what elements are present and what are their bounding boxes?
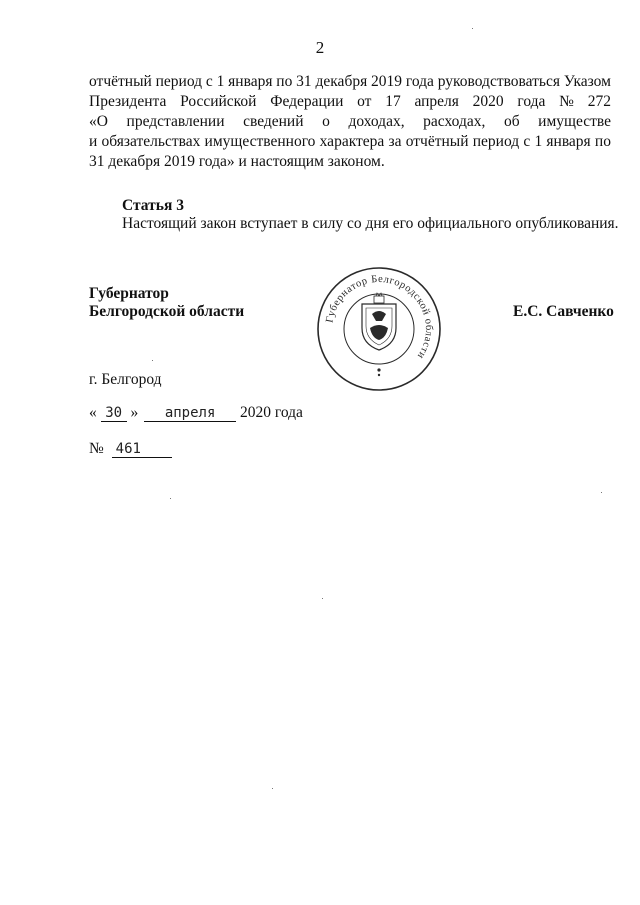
- paragraph-word: Президента: [89, 93, 167, 110]
- seal-dot-icon: [378, 374, 380, 376]
- document-number-line: [89, 440, 172, 458]
- paragraph-word: 2020: [472, 93, 504, 110]
- signature-title-line-1: Губернатор: [89, 285, 169, 302]
- paragraph-word: декабря: [315, 73, 368, 90]
- paragraph-word: доходах,: [348, 113, 405, 130]
- paragraph-word: отчётный: [89, 73, 152, 90]
- paragraph-word: обязательствах: [101, 133, 201, 150]
- seal-text-path: Губернатор Белгородской области: [324, 273, 435, 361]
- scan-speck: [152, 360, 153, 361]
- paragraph-word: Федерации: [270, 93, 344, 110]
- scan-speck: [272, 788, 273, 789]
- paragraph-word: представлении: [126, 113, 225, 130]
- date-line: [89, 404, 303, 422]
- paragraph-word: 17: [385, 93, 401, 110]
- paragraph-word: с: [523, 133, 531, 150]
- scan-speck: [601, 492, 602, 493]
- scan-speck: [322, 598, 323, 599]
- paragraph-word: января: [546, 133, 591, 150]
- paragraph-word: 272: [587, 93, 611, 110]
- date-open-quote: «: [89, 404, 97, 421]
- paragraph-word: №: [559, 93, 574, 110]
- paragraph-word: 2019: [371, 73, 403, 90]
- signature-title: [89, 285, 244, 321]
- coat-of-arms-icon: [362, 293, 396, 350]
- page-number: 2: [315, 38, 325, 57]
- paragraph-continuation: [89, 72, 611, 172]
- paragraph-word: имуществе: [538, 113, 611, 130]
- seal-dot-icon: [377, 368, 380, 371]
- paragraph-word: имущественного: [204, 133, 316, 150]
- signature-title-line-2: Белгородской области: [89, 303, 245, 320]
- paragraph-word: период: [155, 73, 203, 90]
- date-close-quote: »: [130, 404, 139, 421]
- article-body: Настоящий закон вступает в силу со дня его официального опубликования.: [122, 215, 619, 232]
- scan-speck: [472, 28, 473, 29]
- paragraph-word: января: [228, 73, 273, 90]
- paragraph-word: Российской: [180, 93, 257, 110]
- paragraph-word: период: [472, 133, 520, 150]
- number-symbol: №: [89, 440, 104, 457]
- date-year: 2020 года: [240, 404, 303, 421]
- paragraph-word: от: [357, 93, 372, 110]
- article-heading: Статья 3: [122, 197, 184, 214]
- paragraph-word: характера: [319, 133, 385, 150]
- paragraph-word: 1: [216, 73, 225, 90]
- paragraph-word: руководствоваться: [437, 73, 561, 90]
- paragraph-line-1: [89, 72, 611, 92]
- paragraph-word: о: [322, 113, 330, 130]
- paragraph-word: об: [503, 113, 520, 130]
- paragraph-word: по: [594, 133, 611, 150]
- paragraph-word: года: [405, 73, 434, 90]
- document-number: 461: [112, 441, 172, 458]
- paragraph-word: и: [89, 133, 98, 150]
- paragraph-word: с: [205, 73, 213, 90]
- date-month: апреля: [144, 405, 236, 422]
- date-day: 30: [101, 405, 127, 422]
- official-seal: [316, 266, 442, 392]
- paragraph-word: Указом: [563, 73, 611, 90]
- paragraph-word: «О: [89, 113, 108, 130]
- paragraph-line-5: 31 декабря 2019 года» и настоящим законом.: [89, 153, 385, 170]
- paragraph-word: 31: [296, 73, 312, 90]
- paragraph-line-4: [89, 132, 611, 152]
- paragraph-word: за: [388, 133, 402, 150]
- city: г. Белгород: [89, 371, 162, 388]
- paragraph-word: сведений: [243, 113, 304, 130]
- paragraph-line-3: [89, 112, 611, 132]
- paragraph-word: апреля: [414, 93, 459, 110]
- paragraph-word: по: [276, 73, 293, 90]
- signature-name: Е.С. Савченко: [513, 303, 614, 320]
- paragraph-word: 1: [534, 133, 543, 150]
- scan-speck: [170, 498, 171, 499]
- paragraph-word: расходах,: [423, 113, 486, 130]
- paragraph-word: отчётный: [405, 133, 469, 150]
- paragraph-line-2: [89, 92, 611, 112]
- paragraph-word: года: [517, 93, 546, 110]
